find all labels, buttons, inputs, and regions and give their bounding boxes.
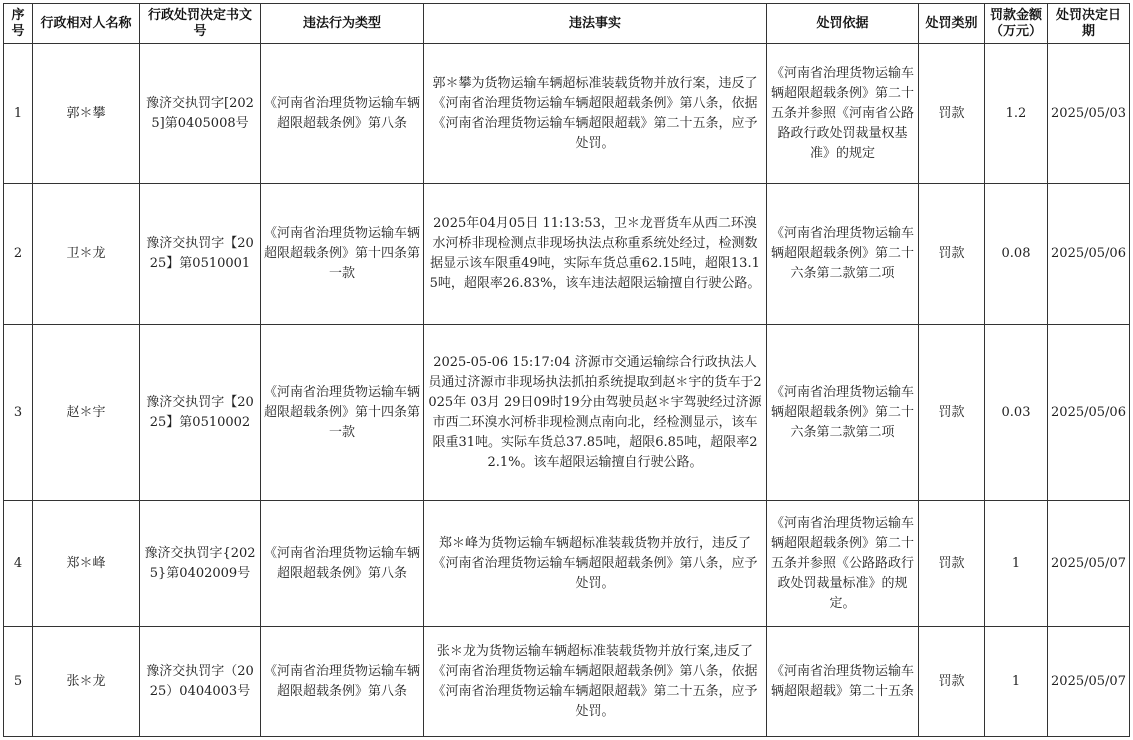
table-row xyxy=(4,627,1130,737)
cell-amount: 0.08 xyxy=(985,184,1048,325)
cell-facts: 张＊龙为货物运输车辆超标准装载货物并放行案,违反了《河南省治理货物运输车辆超限超载条例》第八条，依据《河南省治理货物运输车辆超限超载》第二十五条，应予处罚。 xyxy=(424,627,767,737)
cell-facts: 郭＊攀为货物运输车辆超标准装载货物并放行案，违反了《河南省治理货物运输车辆超限超载条例》第八条，依据《河南省治理货物运输车辆超限超载》第二十五条，应予处罚。 xyxy=(424,44,767,184)
header-type: 违法行为类型 xyxy=(261,4,424,44)
cell-basis: 《河南省治理货物运输车辆超限超载》第二十五条 xyxy=(767,627,919,737)
cell-doc-no: 豫济交执罚字{2025}第0402009号 xyxy=(140,501,261,627)
cell-seq: 3 xyxy=(4,325,33,501)
header-category: 处罚类别 xyxy=(919,4,985,44)
cell-party: 赵＊宇 xyxy=(33,325,140,501)
cell-doc-no: 豫济交执罚字（2025）0404003号 xyxy=(140,627,261,737)
cell-facts: 郑＊峰为货物运输车辆超标准装载货物并放行，违反了《河南省治理货物运输车辆超限超载条例》第八条，应予处罚。 xyxy=(424,501,767,627)
header-facts: 违法事实 xyxy=(424,4,767,44)
cell-amount: 1 xyxy=(985,627,1048,737)
table-row xyxy=(4,501,1130,627)
cell-seq: 2 xyxy=(4,184,33,325)
table-row xyxy=(4,44,1130,184)
cell-doc-no: 豫济交执罚字[2025]第0405008号 xyxy=(140,44,261,184)
cell-party: 郑＊峰 xyxy=(33,501,140,627)
header-amount: 罚款金额（万元） xyxy=(985,4,1048,44)
table-row xyxy=(4,184,1130,325)
cell-seq: 5 xyxy=(4,627,33,737)
header-seq: 序号 xyxy=(4,4,33,44)
cell-date: 2025/05/07 xyxy=(1048,627,1130,737)
cell-basis: 《河南省治理货物运输车辆超限超载条例》第二十五条并参照《公路路政行政处罚裁量标准》的规定。 xyxy=(767,501,919,627)
cell-category: 罚款 xyxy=(919,44,985,184)
cell-type: 《河南省治理货物运输车辆超限超载条例》第八条 xyxy=(261,44,424,184)
cell-date: 2025/05/06 xyxy=(1048,325,1130,501)
cell-party: 郭＊攀 xyxy=(33,44,140,184)
cell-type: 《河南省治理货物运输车辆超限超载条例》第十四条第一款 xyxy=(261,325,424,501)
cell-type: 《河南省治理货物运输车辆超限超载条例》第八条 xyxy=(261,627,424,737)
cell-basis: 《河南省治理货物运输车辆超限超载条例》第二十五条并参照《河南省公路路政行政处罚裁量权基准》的规定 xyxy=(767,44,919,184)
header-date: 处罚决定日期 xyxy=(1048,4,1130,44)
cell-doc-no: 豫济交执罚字【2025】第0510001 xyxy=(140,184,261,325)
cell-category: 罚款 xyxy=(919,627,985,737)
cell-facts: 2025年04月05日 11:13:53，卫＊龙晋货车从西二环溴水河桥非现检测点非现场执法点称重系统处经过，检测数据显示该车限重49吨，实际车货总重62.15吨，超限13.15吨，超限率26.83%，该车违法超限运输擅自行驶公路。 xyxy=(424,184,767,325)
cell-basis: 《河南省治理货物运输车辆超限超载条例》第二十六条第二款第二项 xyxy=(767,184,919,325)
cell-type: 《河南省治理货物运输车辆超限超载条例》第十四条第一款 xyxy=(261,184,424,325)
cell-amount: 1.2 xyxy=(985,44,1048,184)
cell-doc-no: 豫济交执罚字【2025】第0510002 xyxy=(140,325,261,501)
header-basis: 处罚依据 xyxy=(767,4,919,44)
cell-type: 《河南省治理货物运输车辆超限超载条例》第八条 xyxy=(261,501,424,627)
cell-date: 2025/05/06 xyxy=(1048,184,1130,325)
header-doc-no: 行政处罚决定书文号 xyxy=(140,4,261,44)
table-row xyxy=(4,325,1130,501)
cell-category: 罚款 xyxy=(919,184,985,325)
cell-date: 2025/05/07 xyxy=(1048,501,1130,627)
cell-category: 罚款 xyxy=(919,325,985,501)
penalty-table xyxy=(3,3,1130,737)
cell-date: 2025/05/03 xyxy=(1048,44,1130,184)
cell-category: 罚款 xyxy=(919,501,985,627)
cell-facts: 2025-05-06 15:17:04 济源市交通运输综合行政执法人员通过济源市非现场执法抓拍系统提取到赵＊宇的货车于2025年 03月 29日09时19分由驾驶员赵＊宇驾驶经过济源市西二环溴水河桥非现检测点南向北，经检测显示，该车限重31吨。实际车货总37.85吨，超限6.85吨，超限率22.1%。该车超限运输擅自行驶公路。 xyxy=(424,325,767,501)
header-party: 行政相对人名称 xyxy=(33,4,140,44)
cell-party: 张＊龙 xyxy=(33,627,140,737)
table-header-row xyxy=(4,4,1130,44)
cell-amount: 0.03 xyxy=(985,325,1048,501)
cell-basis: 《河南省治理货物运输车辆超限超载条例》第二十六条第二款第二项 xyxy=(767,325,919,501)
cell-seq: 4 xyxy=(4,501,33,627)
cell-amount: 1 xyxy=(985,501,1048,627)
cell-party: 卫＊龙 xyxy=(33,184,140,325)
cell-seq: 1 xyxy=(4,44,33,184)
